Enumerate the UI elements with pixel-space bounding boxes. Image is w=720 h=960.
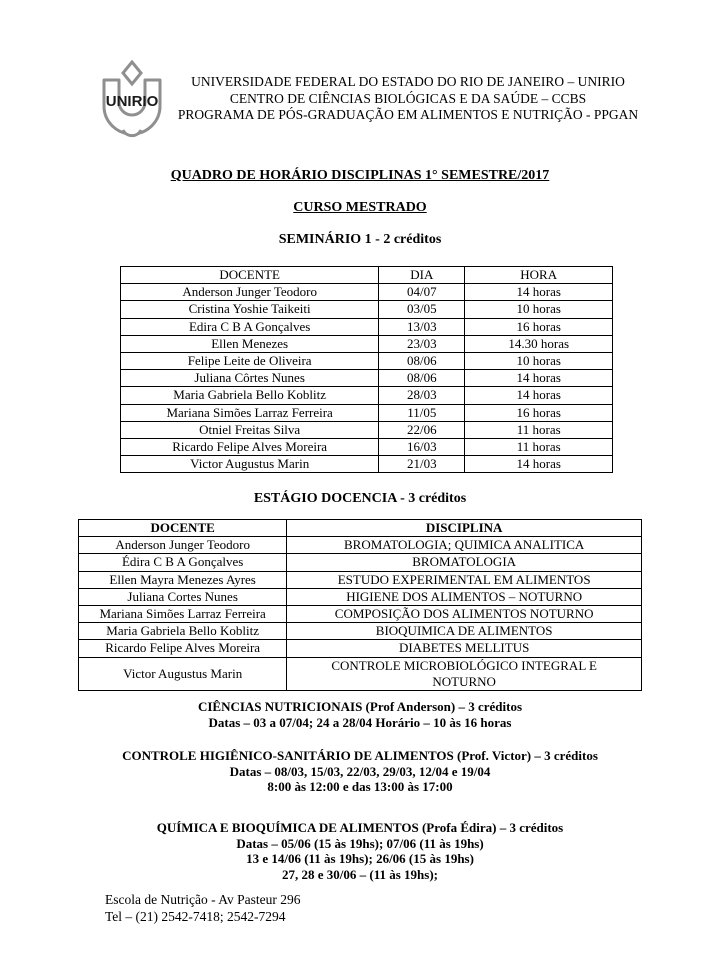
table-cell: BROMATOLOGIA [287,554,642,571]
section-controle [0,748,720,795]
table-row [121,284,613,301]
table-cell: 14 horas [465,370,613,387]
table-row [121,439,613,456]
table-cell: Victor Augustus Marin [121,456,379,473]
table-row [121,387,613,404]
table-row [121,335,613,352]
table-row [79,588,642,605]
table-cell: 11 horas [465,439,613,456]
table-cell: Juliana Cortes Nunes [79,588,287,605]
table-header-row [79,520,642,537]
table-header-cell: DOCENTE [79,520,287,537]
section-line: 8:00 às 12:00 e das 13:00 às 17:00 [267,779,453,794]
table-row [121,456,613,473]
table-cell: Ellen Mayra Menezes Ayres [79,571,287,588]
table-cell: Mariana Simões Larraz Ferreira [79,606,287,623]
table-cell: 14 horas [465,387,613,404]
table-row [121,404,613,421]
table-cell: 03/05 [379,301,465,318]
table-cell: 14.30 horas [465,335,613,352]
estagio-title: ESTÁGIO DOCENCIA - 3 créditos [253,491,467,506]
footer-phone: Tel – (21) 2542-7418; 2542-7294 [105,909,286,924]
table-cell: 23/03 [379,335,465,352]
table-row [79,537,642,554]
center-name: CENTRO DE CIÊNCIAS BIOLÓGICAS E DA SAÚDE – CCBS [229,90,587,106]
table-cell: Edira C B A Gonçalves [121,318,379,335]
table-cell: 22/06 [379,421,465,438]
footer-address: Escola de Nutrição - Av Pasteur 296 [105,892,301,907]
seminario-title: SEMINÁRIO 1 - 2 créditos [278,232,442,247]
table-cell: 11/05 [379,404,465,421]
table-cell: Juliana Côrtes Nunes [121,370,379,387]
table-cell: BROMATOLOGIA; QUIMICA ANALITICA [287,537,642,554]
section-quimica [0,820,720,882]
section-title: CONTROLE HIGIÊNICO-SANITÁRIO DE ALIMENTOS (Prof. Victor) – 3 créditos [122,748,598,763]
table-row [79,657,642,690]
table-cell: 16 horas [465,318,613,335]
estagio-table [78,519,642,691]
table-cell: 10 horas [465,353,613,370]
section-title: CIÊNCIAS NUTRICIONAIS (Prof Anderson) – 3 créditos [197,699,523,714]
table-cell: Otniel Freitas Silva [121,421,379,438]
unirio-logo-text: UNIRIO [105,93,159,110]
table-cell: Ellen Menezes [121,335,379,352]
table-cell: Cristina Yoshie Taikeiti [121,301,379,318]
table-row [79,571,642,588]
table-cell: Mariana Simões Larraz Ferreira [121,404,379,421]
table-header-cell: DISCIPLINA [287,520,642,537]
table-row [121,301,613,318]
table-cell: Felipe Leite de Oliveira [121,353,379,370]
table-cell: BIOQUIMICA DE ALIMENTOS [287,623,642,640]
program-name: PROGRAMA DE PÓS-GRADUAÇÃO EM ALIMENTOS E NUTRIÇÃO - PPGAN [177,107,639,122]
table-header-row [121,267,613,284]
table-cell: 14 horas [465,284,613,301]
section-line: 27, 28 e 30/06 – (11 às 19hs); [282,866,438,882]
table-row [121,318,613,335]
table-cell: 21/03 [379,456,465,473]
table-row [79,640,642,657]
section-line: Datas – 08/03, 15/03, 22/03, 29/03, 12/04 e 19/04 [229,763,491,779]
table-row [79,606,642,623]
table-cell: ESTUDO EXPERIMENTAL EM ALIMENTOS [287,571,642,588]
table-cell: 28/03 [379,387,465,404]
table-cell: 08/06 [379,353,465,370]
table-row [79,554,642,571]
table-row [121,370,613,387]
table-row [79,623,642,640]
table-cell: Ricardo Felipe Alves Moreira [121,439,379,456]
table-cell: HIGIENE DOS ALIMENTOS – NOTURNO [287,588,642,605]
table-cell: Anderson Junger Teodoro [121,284,379,301]
table-cell: 04/07 [379,284,465,301]
table-cell: Victor Augustus Marin [79,657,287,690]
table-row [121,421,613,438]
table-header-cell: DIA [379,267,465,284]
table-cell: CONTROLE MICROBIOLÓGICO INTEGRAL E NOTURNO [287,657,642,690]
table-cell: 16 horas [465,404,613,421]
document-title: QUADRO DE HORÁRIO DISCIPLINAS 1° SEMESTRE/2017 [170,168,550,183]
table-cell: 16/03 [379,439,465,456]
institution-header [158,74,658,124]
table-header-cell: HORA [465,267,613,284]
table-cell: Maria Gabriela Bello Koblitz [79,623,287,640]
table-row [121,353,613,370]
table-cell: 10 horas [465,301,613,318]
seminario-table [120,266,613,473]
section-title: QUÍMICA E BIOQUÍMICA DE ALIMENTOS (Profa Édira) – 3 créditos [156,820,564,835]
table-cell: 11 horas [465,421,613,438]
section-line: 13 e 14/06 (11 às 19hs); 26/06 (15 às 19hs) [246,851,474,866]
section-ciencias [0,699,720,730]
footer [105,891,300,925]
table-cell: Maria Gabriela Bello Koblitz [121,387,379,404]
table-header-cell: DOCENTE [121,267,379,284]
table-cell: Ricardo Felipe Alves Moreira [79,640,287,657]
table-cell: Édira C B A Gonçalves [79,554,287,571]
course-title: CURSO MESTRADO [293,200,427,215]
table-cell: 13/03 [379,318,465,335]
university-name: UNIVERSIDADE FEDERAL DO ESTADO DO RIO DE JANEIRO – UNIRIO [191,74,625,89]
table-cell: COMPOSIÇÃO DOS ALIMENTOS NOTURNO [287,606,642,623]
table-cell: 14 horas [465,456,613,473]
section-line: Datas – 03 a 07/04; 24 a 28/04 Horário – 10 às 16 horas [208,714,512,730]
table-cell: Anderson Junger Teodoro [79,537,287,554]
table-cell: 08/06 [379,370,465,387]
table-cell: DIABETES MELLITUS [287,640,642,657]
section-line: Datas – 05/06 (15 às 19hs); 07/06 (11 às 19hs) [236,835,484,851]
